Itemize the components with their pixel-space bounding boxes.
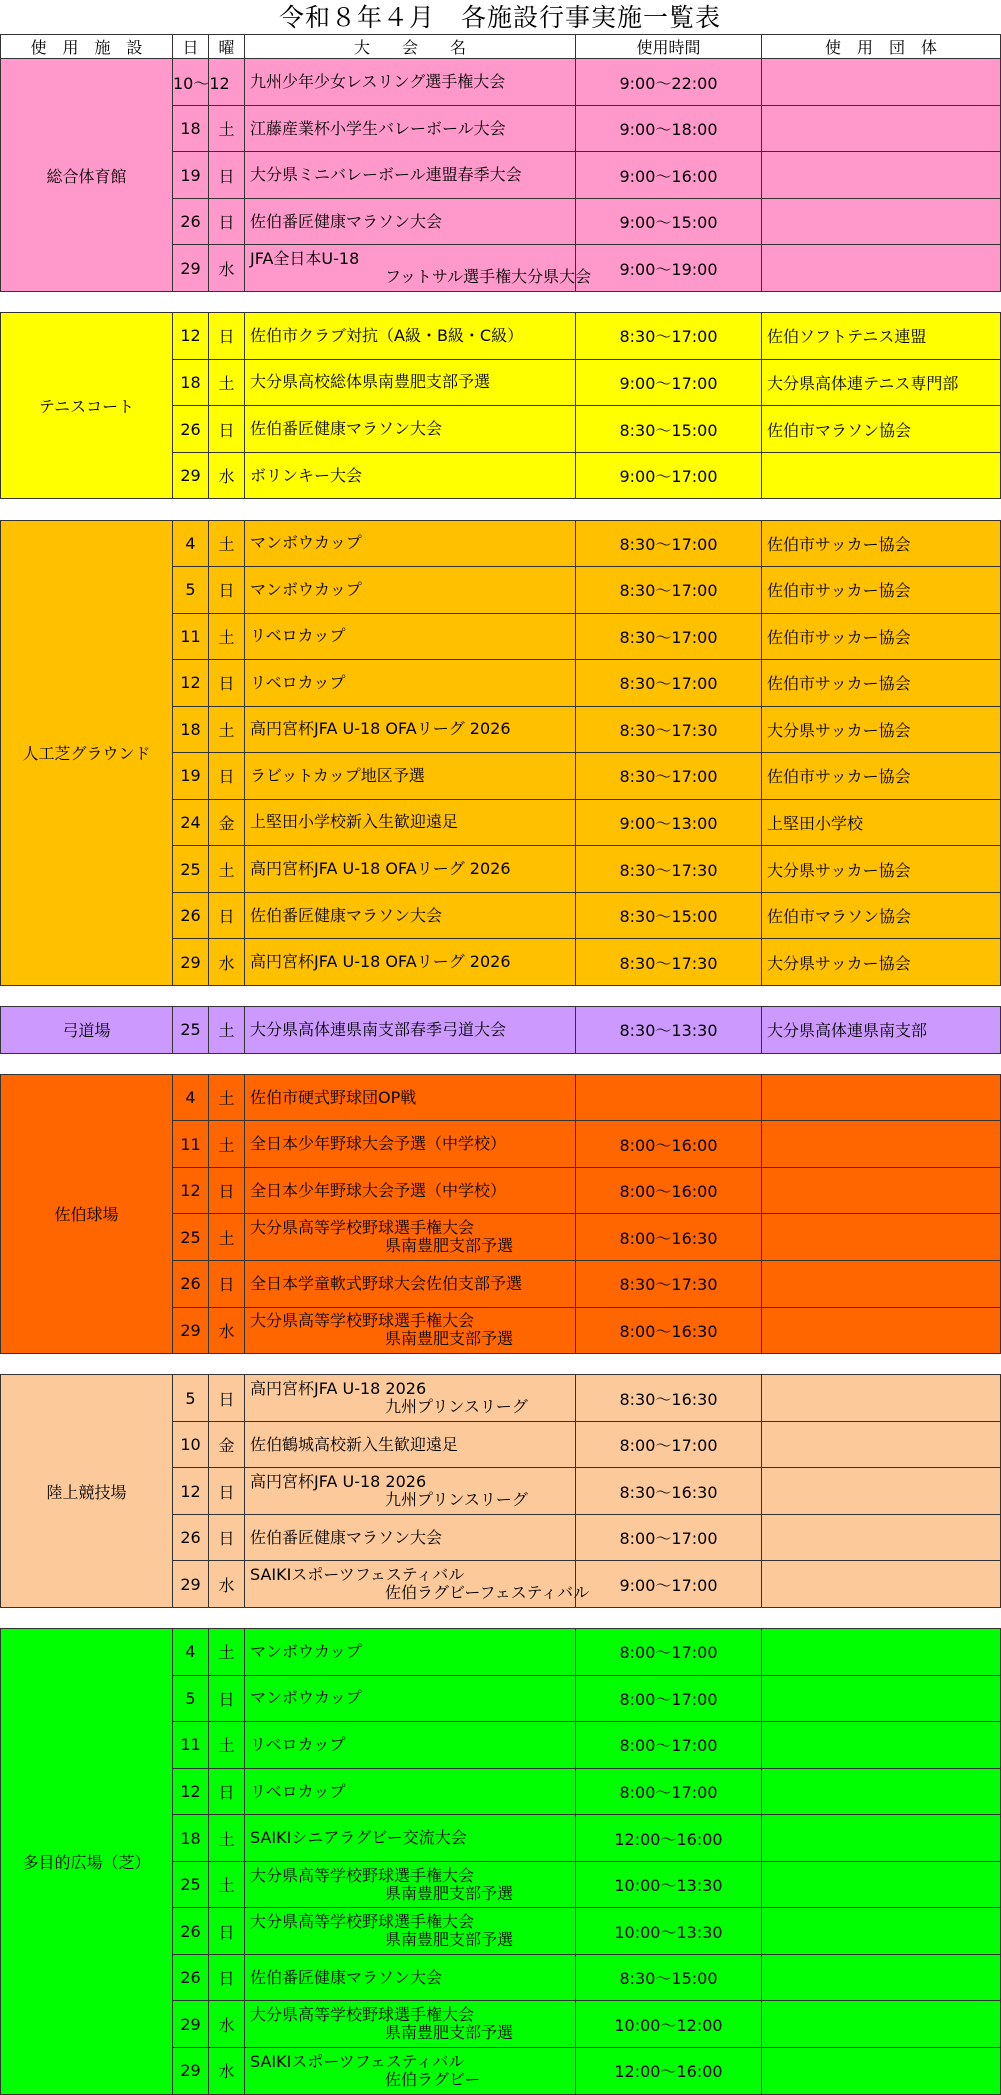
- table-row: [1, 313, 1001, 360]
- event-cell: [245, 939, 576, 986]
- event-name: 大分県高等学校野球選手権大会: [250, 1311, 475, 1331]
- time-cell: 12:00～16:00: [576, 2047, 762, 2094]
- group-spacer-row: [1, 1053, 1001, 1074]
- day-cell: 29: [173, 2001, 209, 2048]
- event-name-line2: 県南豊肥支部予選: [385, 1236, 514, 1256]
- org-cell: [762, 1908, 1001, 1955]
- org-cell: [762, 2047, 1001, 2094]
- weekday-cell: 土: [209, 1121, 245, 1168]
- day-cell: 26: [173, 198, 209, 245]
- table-row: [1, 59, 1001, 106]
- day-cell: 11: [173, 1722, 209, 1769]
- weekday-cell: 日: [209, 892, 245, 939]
- event-name: 江藤産業杯小学生バレーボール大会: [250, 118, 506, 138]
- day-cell: 10～12: [173, 59, 209, 106]
- org-cell: 大分県サッカー協会: [762, 939, 1001, 986]
- time-cell: 8:00～16:30: [576, 1307, 762, 1354]
- event-name-line2: 佐伯ラグビーフェスティバル: [385, 1583, 590, 1603]
- time-cell: 8:00～17:00: [576, 1514, 762, 1561]
- weekday-cell: 日: [209, 753, 245, 800]
- facility-name: 佐伯球場: [1, 1074, 173, 1353]
- facility-name: 多目的広場（芝）: [1, 1629, 173, 2095]
- facility-name: 陸上競技場: [1, 1375, 173, 1608]
- org-cell: 大分県サッカー協会: [762, 706, 1001, 753]
- day-cell: 5: [173, 1375, 209, 1422]
- event-cell: [245, 799, 576, 846]
- event-name: 高円宮杯JFA U-18 OFAリーグ 2026: [250, 719, 511, 739]
- time-cell: 10:00～13:30: [576, 1861, 762, 1908]
- day-cell: 10: [173, 1421, 209, 1468]
- time-cell: 8:30～17:30: [576, 846, 762, 893]
- time-cell: 8:00～17:00: [576, 1675, 762, 1722]
- org-cell: 佐伯市マラソン協会: [762, 892, 1001, 939]
- table-row: [1, 1629, 1001, 1676]
- event-name: 佐伯番匠健康マラソン大会: [250, 211, 443, 231]
- weekday-cell: 土: [209, 1861, 245, 1908]
- org-cell: [762, 2001, 1001, 2048]
- event-cell: [245, 1121, 576, 1168]
- event-name: 大分県高等学校野球選手権大会: [250, 1865, 475, 1885]
- org-cell: [762, 1629, 1001, 1676]
- org-cell: 佐伯市サッカー協会: [762, 660, 1001, 707]
- org-cell: [762, 1214, 1001, 1261]
- event-name: 大分県ミニバレーボール連盟春季大会: [250, 165, 522, 185]
- event-name-line2: 県南豊肥支部予選: [385, 1883, 514, 1903]
- weekday-cell: 日: [209, 152, 245, 199]
- time-cell: 12:00～16:00: [576, 1815, 762, 1862]
- header-weekday: 曜: [209, 35, 245, 59]
- weekday-cell: 金: [209, 799, 245, 846]
- day-cell: 12: [173, 1768, 209, 1815]
- day-cell: 29: [173, 1307, 209, 1354]
- event-cell: [245, 198, 576, 245]
- event-name: 大分県高等学校野球選手権大会: [250, 1218, 475, 1238]
- event-cell: [245, 1167, 576, 1214]
- weekday-cell: 土: [209, 1214, 245, 1261]
- group-spacer: [1, 1354, 1001, 1375]
- day-cell: 12: [173, 1468, 209, 1515]
- event-name: ラビットカップ地区予選: [250, 765, 425, 785]
- event-cell: [245, 2001, 576, 2048]
- event-cell: [245, 1468, 576, 1515]
- event-name: リベロカップ: [250, 1781, 346, 1801]
- org-cell: 上堅田小学校: [762, 799, 1001, 846]
- time-cell: 8:30～17:00: [576, 613, 762, 660]
- time-cell: 8:30～17:00: [576, 313, 762, 360]
- time-cell: 8:30～15:00: [576, 406, 762, 453]
- event-cell: [245, 313, 576, 360]
- event-name: 全日本学童軟式野球大会佐伯支部予選: [250, 1273, 523, 1293]
- event-cell: [245, 2047, 576, 2094]
- weekday-cell: 土: [209, 846, 245, 893]
- org-cell: [762, 1675, 1001, 1722]
- event-cell: [245, 1514, 576, 1561]
- event-cell: [245, 846, 576, 893]
- event-name: マンボウカップ: [250, 1688, 362, 1708]
- time-cell: 9:00～13:00: [576, 799, 762, 846]
- weekday-cell: 土: [209, 1007, 245, 1054]
- day-cell: 29: [173, 452, 209, 499]
- event-name: SAIKIシニアラグビー交流大会: [250, 1828, 467, 1848]
- org-cell: 大分県高体連県南支部: [762, 1007, 1001, 1054]
- event-name: 全日本少年野球大会予選（中学校）: [250, 1134, 507, 1154]
- day-cell: 12: [173, 1167, 209, 1214]
- event-name: リベロカップ: [250, 626, 346, 646]
- day-cell: 18: [173, 706, 209, 753]
- event-name: 佐伯番匠健康マラソン大会: [250, 905, 443, 925]
- org-cell: [762, 1954, 1001, 2001]
- weekday-cell: 土: [209, 1815, 245, 1862]
- time-cell: 8:00～16:30: [576, 1214, 762, 1261]
- org-cell: 佐伯市サッカー協会: [762, 520, 1001, 567]
- event-cell: [245, 706, 576, 753]
- org-cell: [762, 1815, 1001, 1862]
- time-cell: [576, 1074, 762, 1121]
- day-cell: 12: [173, 660, 209, 707]
- weekday-cell: 日: [209, 1468, 245, 1515]
- event-cell: [245, 1629, 576, 1676]
- weekday-cell: 水: [209, 1561, 245, 1608]
- org-cell: [762, 59, 1001, 106]
- org-cell: 佐伯市サッカー協会: [762, 567, 1001, 614]
- org-cell: [762, 1260, 1001, 1307]
- org-cell: 佐伯市サッカー協会: [762, 613, 1001, 660]
- org-cell: [762, 1722, 1001, 1769]
- event-cell: [245, 406, 576, 453]
- org-cell: 佐伯ソフトテニス連盟: [762, 313, 1001, 360]
- day-cell: 26: [173, 406, 209, 453]
- weekday-cell: 土: [209, 706, 245, 753]
- org-cell: [762, 1561, 1001, 1608]
- time-cell: 9:00～17:00: [576, 359, 762, 406]
- event-name: 高円宮杯JFA U-18 2026: [250, 1472, 427, 1492]
- day-cell: 4: [173, 1629, 209, 1676]
- weekday-cell: 日: [209, 1167, 245, 1214]
- event-cell: [245, 245, 592, 292]
- org-cell: [762, 1074, 1001, 1121]
- weekday-cell: 水: [209, 452, 245, 499]
- org-cell: [762, 1421, 1001, 1468]
- day-cell: 5: [173, 567, 209, 614]
- event-name: 佐伯市クラブ対抗（A級・B級・C級）: [250, 325, 524, 345]
- day-cell: 29: [173, 939, 209, 986]
- org-cell: [762, 1167, 1001, 1214]
- event-name-line2: 九州プリンスリーグ: [385, 1397, 528, 1417]
- time-cell: 9:00～18:00: [576, 105, 762, 152]
- event-cell: [245, 660, 576, 707]
- event-cell: [245, 1561, 590, 1608]
- day-cell: 11: [173, 1121, 209, 1168]
- org-cell: [762, 105, 1001, 152]
- time-cell: 9:00～17:00: [576, 1561, 762, 1608]
- time-cell: 8:30～17:30: [576, 706, 762, 753]
- event-name: マンボウカップ: [250, 579, 362, 599]
- time-cell: 8:30～15:00: [576, 1954, 762, 2001]
- event-cell: [245, 59, 576, 106]
- event-cell: [245, 152, 576, 199]
- event-cell: [245, 753, 576, 800]
- weekday-cell: 土: [209, 359, 245, 406]
- event-name: マンボウカップ: [250, 533, 362, 553]
- org-cell: [762, 1375, 1001, 1422]
- day-cell: 26: [173, 1514, 209, 1561]
- day-cell: 26: [173, 1954, 209, 2001]
- event-name: 九州少年少女レスリング選手権大会: [250, 72, 506, 92]
- table-row: [1, 1007, 1001, 1054]
- time-cell: 9:00～19:00: [576, 245, 762, 292]
- table-row: [1, 1375, 1001, 1422]
- event-cell: [245, 520, 576, 567]
- header-row: [1, 35, 1001, 59]
- org-cell: [762, 152, 1001, 199]
- weekday-cell: 日: [209, 1375, 245, 1422]
- org-cell: 大分県サッカー協会: [762, 846, 1001, 893]
- day-cell: 25: [173, 1861, 209, 1908]
- day-cell: 18: [173, 359, 209, 406]
- org-cell: [762, 245, 1001, 292]
- org-cell: 佐伯市マラソン協会: [762, 406, 1001, 453]
- time-cell: 8:30～17:00: [576, 520, 762, 567]
- day-cell: 18: [173, 1815, 209, 1862]
- header-time: 使用時間: [576, 35, 762, 59]
- org-cell: [762, 452, 1001, 499]
- time-cell: 10:00～13:30: [576, 1908, 762, 1955]
- event-name: 高円宮杯JFA U-18 2026: [250, 1379, 427, 1399]
- org-cell: [762, 1121, 1001, 1168]
- weekday-cell: 日: [209, 660, 245, 707]
- org-cell: [762, 1768, 1001, 1815]
- group-spacer: [1, 291, 1001, 312]
- event-cell: [245, 1375, 576, 1422]
- event-name-line2: 県南豊肥支部予選: [385, 2023, 514, 2043]
- event-cell: [245, 1421, 576, 1468]
- event-name: 大分県高等学校野球選手権大会: [250, 2005, 475, 2025]
- time-cell: 8:00～17:00: [576, 1722, 762, 1769]
- weekday-cell: 日: [209, 1768, 245, 1815]
- weekday-cell: 土: [209, 1074, 245, 1121]
- time-cell: 8:00～16:00: [576, 1121, 762, 1168]
- table-row: [1, 520, 1001, 567]
- time-cell: 9:00～17:00: [576, 452, 762, 499]
- time-cell: 8:00～17:00: [576, 1421, 762, 1468]
- day-cell: 19: [173, 152, 209, 199]
- weekday-cell: 日: [209, 1908, 245, 1955]
- day-cell: 26: [173, 1260, 209, 1307]
- header-facility: 使 用 施 設: [1, 35, 173, 59]
- weekday-cell: 土: [209, 613, 245, 660]
- day-cell: 19: [173, 753, 209, 800]
- event-name: リベロカップ: [250, 1734, 346, 1754]
- weekday-cell: 日: [209, 1675, 245, 1722]
- org-cell: 大分県高体連テニス専門部: [762, 359, 1001, 406]
- facility-name: 人工芝グラウンド: [1, 520, 173, 985]
- weekday-cell: 日: [209, 198, 245, 245]
- day-cell: 4: [173, 1074, 209, 1121]
- time-cell: 8:30～17:00: [576, 753, 762, 800]
- day-cell: 26: [173, 1908, 209, 1955]
- event-name: 佐伯鶴城高校新入生歓迎遠足: [250, 1434, 459, 1454]
- event-cell: [245, 105, 576, 152]
- event-name-line2: フットサル選手権大分県大会: [385, 267, 592, 287]
- event-name-line2: 県南豊肥支部予選: [385, 1329, 514, 1349]
- event-cell: [245, 1861, 576, 1908]
- weekday-cell: 土: [209, 105, 245, 152]
- group-spacer: [1, 1607, 1001, 1628]
- group-spacer: [1, 499, 1001, 520]
- weekday-cell: 日: [209, 1260, 245, 1307]
- day-cell: 4: [173, 520, 209, 567]
- event-name: SAIKIスポーツフェスティバル: [250, 1565, 465, 1585]
- weekday-cell: 水: [209, 245, 245, 292]
- day-cell: 25: [173, 846, 209, 893]
- time-cell: 8:30～16:30: [576, 1375, 762, 1422]
- org-cell: [762, 1514, 1001, 1561]
- day-cell: 29: [173, 1561, 209, 1608]
- event-name: 全日本少年野球大会予選（中学校）: [250, 1180, 507, 1200]
- event-cell: [245, 1675, 576, 1722]
- event-cell: [245, 1007, 576, 1054]
- event-name-line2: 九州プリンスリーグ: [385, 1490, 528, 1510]
- event-cell: [245, 567, 576, 614]
- event-cell: [245, 1307, 576, 1354]
- event-name: 大分県高等学校野球選手権大会: [250, 1912, 475, 1932]
- event-cell: [245, 1214, 576, 1261]
- page-title: 令和８年４月 各施設行事実施一覧表: [278, 3, 721, 32]
- facility-name: 総合体育館: [1, 59, 173, 292]
- schedule-table-body: [1, 35, 1001, 2095]
- time-cell: 9:00～22:00: [576, 59, 762, 106]
- header-org: 使 用 団 体: [762, 35, 1001, 59]
- event-name: 佐伯番匠健康マラソン大会: [250, 419, 443, 438]
- event-name-line2: 県南豊肥支部予選: [385, 1930, 514, 1950]
- group-spacer-row: [1, 985, 1001, 1006]
- time-cell: 8:30～15:00: [576, 892, 762, 939]
- event-name: SAIKIスポーツフェスティバル: [250, 2051, 465, 2071]
- weekday-cell: 日: [209, 406, 245, 453]
- event-name: 佐伯番匠健康マラソン大会: [250, 1527, 443, 1547]
- time-cell: 8:30～16:30: [576, 1468, 762, 1515]
- event-cell: [245, 1074, 576, 1121]
- event-name: 大分県高体連県南支部春季弓道大会: [250, 1019, 507, 1039]
- group-spacer-row: [1, 1354, 1001, 1375]
- org-cell: 佐伯市サッカー協会: [762, 753, 1001, 800]
- header-event: 大 会 名: [245, 35, 576, 59]
- day-cell: 12: [173, 313, 209, 360]
- weekday-cell: 金: [209, 1421, 245, 1468]
- event-cell: [245, 613, 576, 660]
- event-name: ボリンキー大会: [250, 465, 363, 485]
- time-cell: 8:00～16:00: [576, 1167, 762, 1214]
- org-cell: [762, 1468, 1001, 1515]
- day-cell: 5: [173, 1675, 209, 1722]
- day-cell: 26: [173, 892, 209, 939]
- time-cell: 9:00～16:00: [576, 152, 762, 199]
- day-cell: 18: [173, 105, 209, 152]
- weekday-cell: 水: [209, 939, 245, 986]
- org-cell: [762, 198, 1001, 245]
- day-cell: 24: [173, 799, 209, 846]
- day-cell: 11: [173, 613, 209, 660]
- weekday-cell: 土: [209, 520, 245, 567]
- weekday-cell: 日: [209, 1954, 245, 2001]
- event-name: 高円宮杯JFA U-18 OFAリーグ 2026: [250, 859, 511, 879]
- event-cell: [245, 1260, 576, 1307]
- weekday-cell: 日: [209, 567, 245, 614]
- schedule-table: [0, 34, 1001, 2095]
- weekday-cell: 水: [209, 1307, 245, 1354]
- time-cell: 8:30～17:00: [576, 567, 762, 614]
- time-cell: 8:30～13:30: [576, 1007, 762, 1054]
- event-name-line2: 佐伯ラグビー: [385, 2069, 481, 2089]
- event-name: マンボウカップ: [250, 1641, 362, 1661]
- event-cell: [245, 1768, 576, 1815]
- event-name: JFA全日本U-18: [250, 249, 360, 269]
- weekday-cell: 日: [209, 313, 245, 360]
- time-cell: 8:30～17:00: [576, 660, 762, 707]
- event-name: 佐伯市硬式野球団OP戦: [250, 1087, 417, 1107]
- day-cell: 25: [173, 1007, 209, 1054]
- group-spacer-row: [1, 499, 1001, 520]
- weekday-cell: 土: [209, 1722, 245, 1769]
- event-cell: [245, 1954, 576, 2001]
- time-cell: 8:30～17:30: [576, 1260, 762, 1307]
- group-spacer: [1, 985, 1001, 1006]
- weekday-cell: 日: [209, 1514, 245, 1561]
- group-spacer-row: [1, 1607, 1001, 1628]
- event-name: 高円宮杯JFA U-18 OFAリーグ 2026: [250, 952, 511, 972]
- event-name: 上堅田小学校新入生歓迎遠足: [250, 812, 459, 832]
- org-cell: [762, 1307, 1001, 1354]
- group-spacer-row: [1, 291, 1001, 312]
- event-cell: [245, 1908, 576, 1955]
- event-cell: [245, 359, 576, 406]
- weekday-cell: 土: [209, 1629, 245, 1676]
- group-spacer: [1, 1053, 1001, 1074]
- event-name: 佐伯番匠健康マラソン大会: [250, 1967, 443, 1987]
- time-cell: 8:30～17:30: [576, 939, 762, 986]
- time-cell: 8:00～17:00: [576, 1768, 762, 1815]
- header-day: 日: [173, 35, 209, 59]
- event-cell: [245, 1722, 576, 1769]
- facility-name: 弓道場: [1, 1007, 173, 1054]
- event-name: リベロカップ: [250, 672, 346, 692]
- time-cell: 10:00～12:00: [576, 2001, 762, 2048]
- day-cell: 29: [173, 2047, 209, 2094]
- table-row: [1, 1074, 1001, 1121]
- weekday-cell: 水: [209, 2001, 245, 2048]
- facility-name: テニスコート: [1, 313, 173, 499]
- event-cell: [245, 892, 576, 939]
- event-name: 大分県高校総体県南豊肥支部予選: [250, 372, 491, 392]
- day-cell: 25: [173, 1214, 209, 1261]
- weekday-cell: 水: [209, 2047, 245, 2094]
- event-cell: [245, 452, 576, 499]
- event-cell: [245, 1815, 576, 1862]
- time-cell: 9:00～15:00: [576, 198, 762, 245]
- time-cell: 8:00～17:00: [576, 1629, 762, 1676]
- day-cell: 29: [173, 245, 209, 292]
- org-cell: [762, 1861, 1001, 1908]
